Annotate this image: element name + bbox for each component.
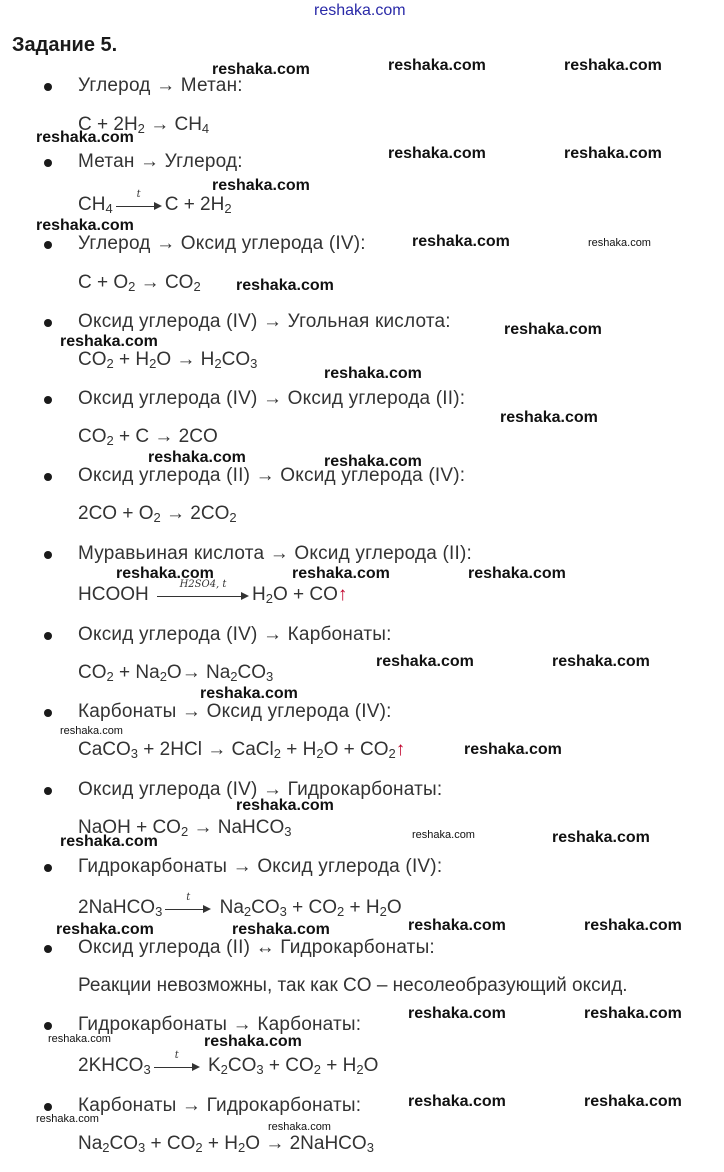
equation: $CH_4$ t $C + 2H_2$ <box>78 188 232 216</box>
bullet-icon <box>44 159 52 167</box>
item-heading: Оксид углерода (II) → Оксид углерода (IV): <box>78 465 466 486</box>
watermark: reshaka.com <box>584 917 682 934</box>
watermark: reshaka.com <box>204 1033 302 1050</box>
item-heading: Метан → Углерод: <box>78 151 243 172</box>
item-heading: Гидрокарбонаты → Карбонаты: <box>78 1014 362 1035</box>
arrow-icon: → <box>207 739 227 760</box>
reaction-condition: t <box>174 1049 179 1061</box>
bullet-icon <box>44 319 52 327</box>
gas-arrow-icon: ↑ <box>395 739 406 760</box>
equation: $C + O_2 \to CO_2$ <box>78 272 201 294</box>
watermark: reshaka.com <box>584 1093 682 1110</box>
arrow-icon: → <box>176 349 196 370</box>
watermark: reshaka.com <box>552 653 650 670</box>
watermark: reshaka.com <box>232 921 330 938</box>
bullet-icon <box>44 1022 52 1030</box>
item-heading: Оксид углерода (II) ↔ Гидрокарбонаты: <box>78 937 435 958</box>
equation: $CO_2 + H_2O \to H_2CO_3$ <box>78 349 258 371</box>
arrow-icon: → <box>265 1133 285 1154</box>
item-heading: Оксид углерода (IV) → Карбонаты: <box>78 624 392 645</box>
watermark: reshaka.com <box>292 565 390 582</box>
item-heading: Оксид углерода (IV) → Оксид углерода (II): <box>78 388 466 409</box>
reaction-arrow-icon <box>154 1049 200 1073</box>
note-text: Реакции невозможны, так как CO – несолеобразующий оксид. <box>78 975 628 996</box>
bullet-icon <box>44 787 52 795</box>
watermark: reshaka.com <box>588 237 651 249</box>
equation: $Na_2CO_3 + CO_2 + H_2O$ → 2NaHCO$_3$ <box>78 1133 374 1155</box>
watermark: reshaka.com <box>212 177 310 194</box>
equation: HCOOH H2SO4, t $H_2O$ + CO↑ <box>78 578 348 606</box>
item-heading: Муравьиная кислота → Оксид углерода (II): <box>78 543 472 564</box>
bullet-icon <box>44 1103 52 1111</box>
arrow-icon: → <box>150 114 170 135</box>
watermark: reshaka.com <box>236 277 334 294</box>
watermark: reshaka.com <box>60 833 158 850</box>
bullet-icon <box>44 945 52 953</box>
watermark: reshaka.com <box>56 921 154 938</box>
watermark: reshaka.com <box>504 321 602 338</box>
watermark: reshaka.com <box>200 685 298 702</box>
equation: $2KHCO_3$ t $K_2CO_3 + CO_2 + H_2O$ <box>78 1049 379 1077</box>
bullet-icon <box>44 864 52 872</box>
watermark: reshaka.com <box>60 725 123 737</box>
item-heading: Гидрокарбонаты → Оксид углерода (IV): <box>78 856 443 877</box>
watermark: reshaka.com <box>388 145 486 162</box>
equation: $CO_2 + Na_2O\to Na_2CO_3$ <box>78 662 274 684</box>
arrow-icon: → <box>154 426 174 447</box>
watermark: reshaka.com <box>468 565 566 582</box>
watermark: reshaka.com <box>36 129 134 146</box>
watermark: reshaka.com <box>412 233 510 250</box>
watermark: reshaka.com <box>36 1113 99 1125</box>
watermark: reshaka.com <box>564 145 662 162</box>
item-heading: Оксид углерода (IV) → Гидрокарбонаты: <box>78 779 443 800</box>
equation: $2CO + O_2 \to 2CO_2$ <box>78 503 237 525</box>
bullet-icon <box>44 632 52 640</box>
watermark: reshaka.com <box>408 1005 506 1022</box>
reaction-condition: H2SO4, t <box>179 578 227 590</box>
arrow-icon: → <box>166 503 186 524</box>
watermark: reshaka.com <box>412 829 475 841</box>
equation: CaCO$_3$ + 2HCl → CaCl$_2$ + $H_2O$ + $CO_2↑$ <box>78 739 406 761</box>
watermark: reshaka.com <box>48 1033 111 1045</box>
watermark: reshaka.com <box>324 365 422 382</box>
watermark: reshaka.com <box>408 917 506 934</box>
watermark: reshaka.com <box>212 61 310 78</box>
watermark: reshaka.com <box>324 453 422 470</box>
reaction-condition: t <box>136 188 141 200</box>
equation: $CO_2 + C \to 2CO$ <box>78 426 218 448</box>
bullet-icon <box>44 241 52 249</box>
item-heading: Углерод → Метан: <box>78 75 243 96</box>
watermark: reshaka.com <box>584 1005 682 1022</box>
watermark: reshaka.com <box>408 1093 506 1110</box>
watermark: reshaka.com <box>388 57 486 74</box>
arrow-icon: → <box>181 662 201 683</box>
bullet-icon <box>44 709 52 717</box>
gas-arrow-icon: ↑ <box>337 584 348 605</box>
watermark: reshaka.com <box>564 57 662 74</box>
watermark: reshaka.com <box>148 449 246 466</box>
watermark: reshaka.com <box>376 653 474 670</box>
watermark: reshaka.com <box>464 741 562 758</box>
arrow-icon: → <box>193 817 213 838</box>
equation: $C + 2H_2 \to CH_4$ <box>78 114 210 136</box>
reaction-condition: t <box>186 891 191 903</box>
equation: 2NaHCO$_3$ t $Na_2CO_3 + CO_2 + H_2O$ <box>78 891 402 919</box>
bullet-icon <box>44 83 52 91</box>
watermark: reshaka.com <box>236 797 334 814</box>
site-link[interactable]: reshaka.com <box>314 2 406 19</box>
item-heading: Карбонаты → Гидрокарбонаты: <box>78 1095 362 1116</box>
page-title: Задание 5. <box>12 34 118 56</box>
watermark: reshaka.com <box>552 829 650 846</box>
item-heading: Карбонаты → Оксид углерода (IV): <box>78 701 392 722</box>
arrow-icon: → <box>140 272 160 293</box>
item-heading: Углерод → Оксид углерода (IV): <box>78 233 366 254</box>
watermark: reshaka.com <box>60 333 158 350</box>
item-heading: Оксид углерода (IV) → Угольная кислота: <box>78 311 451 332</box>
bullet-icon <box>44 396 52 404</box>
reaction-arrow-icon <box>165 891 211 915</box>
bullet-icon <box>44 551 52 559</box>
watermark: reshaka.com <box>268 1121 331 1133</box>
watermark: reshaka.com <box>116 565 214 582</box>
bullet-icon <box>44 473 52 481</box>
reaction-arrow-icon <box>157 578 249 602</box>
watermark: reshaka.com <box>500 409 598 426</box>
equation: NaOH + $CO_2$ → NaHCO$_3$ <box>78 817 292 839</box>
watermark: reshaka.com <box>36 217 134 234</box>
reaction-arrow-icon <box>116 188 162 212</box>
